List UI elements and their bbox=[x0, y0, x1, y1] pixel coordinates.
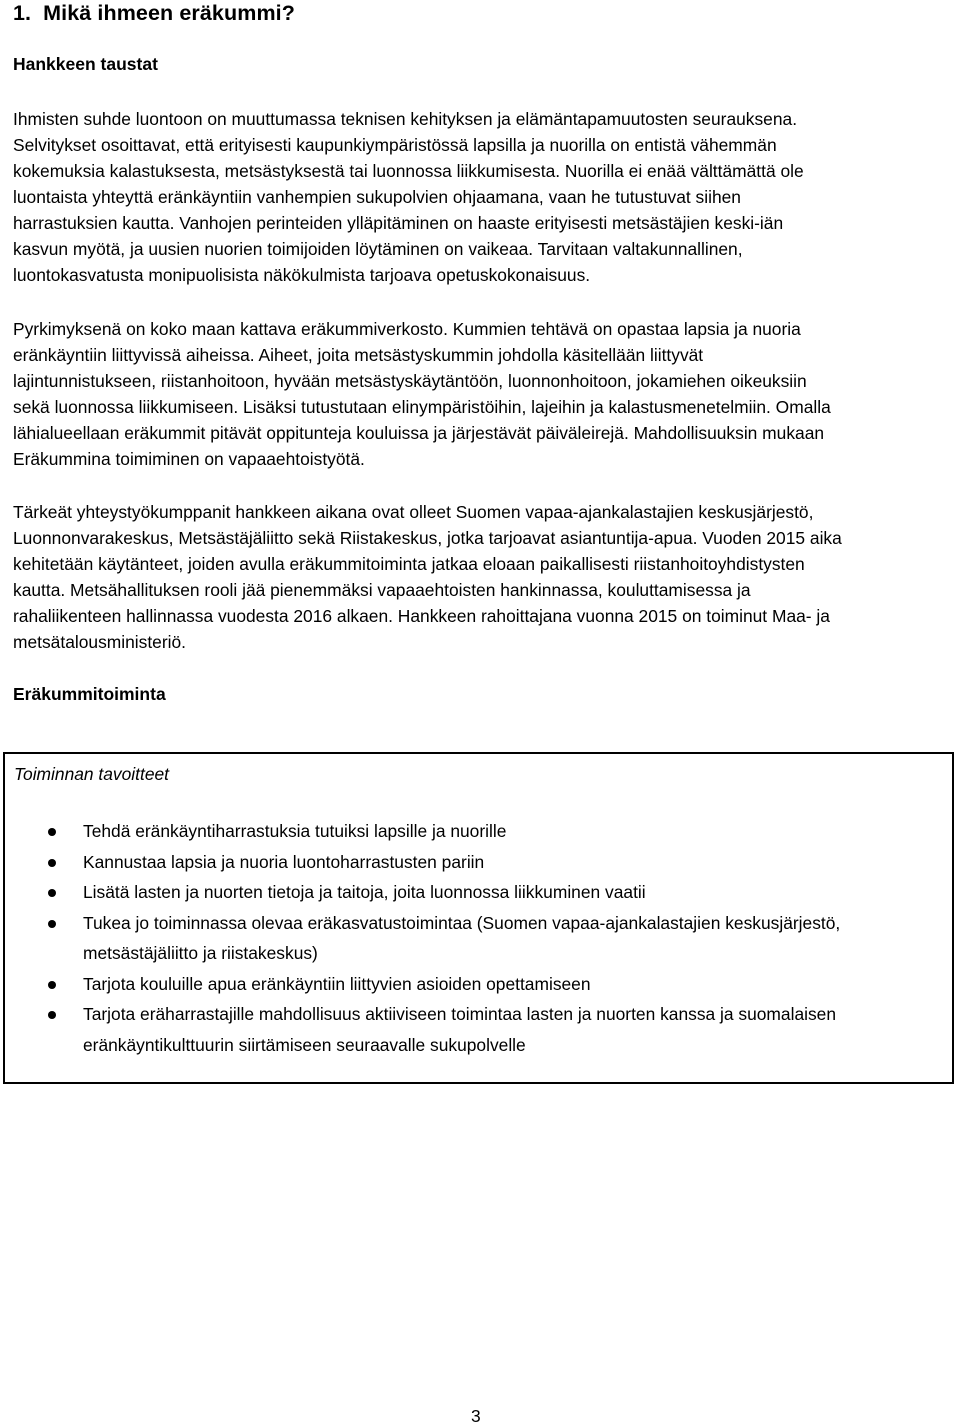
section-title-background: Hankkeen taustat bbox=[13, 54, 158, 74]
paragraph-line: Pyrkimyksenä on koko maan kattava eräkummiverkosto. Kummien tehtävä on opastaa lapsia ja nuoria bbox=[13, 319, 801, 339]
list-item bbox=[5, 908, 952, 969]
paragraph-line: eränkäyntiin liittyvissä aiheissa. Aiheet, joita metsästyskummin johdolla käsitellään liittyvät bbox=[13, 345, 704, 365]
paragraph-line: harrastuksien kautta. Vanhojen perinteiden ylläpitäminen on haaste erityisesti metsästäjien keski-iän bbox=[13, 213, 784, 233]
bullet-icon bbox=[48, 1011, 56, 1019]
paragraph-line: rahaliikenteen hallinnassa vuodesta 2016 alkaen. Hankkeen rahoittajana vuonna 2015 on toiminut Maa- ja bbox=[13, 606, 830, 626]
list-item-text: Kannustaa lapsia ja nuoria luontoharrastusten pariin bbox=[83, 851, 485, 872]
chapter-title: Mikä ihmeen eräkummi? bbox=[43, 1, 295, 25]
bullet-icon bbox=[48, 889, 56, 897]
paragraph-line: sekä luonnossa liikkumiseen. Lisäksi tutustutaan elinympäristöihin, lajeihin ja kalastusmenetelmiin. Omalla bbox=[13, 397, 831, 417]
list-item bbox=[5, 877, 952, 908]
paragraph-line: metsätalousministeriö. bbox=[13, 632, 187, 652]
list-item-text: metsästäjäliitto ja riistakeskus) bbox=[83, 943, 318, 963]
bullet-icon bbox=[48, 981, 56, 989]
list-item-text: Lisätä lasten ja nuorten tietoja ja taitoja, joita luonnossa liikkuminen vaatii bbox=[83, 882, 646, 902]
list-item-text: Tukea jo toiminnassa olevaa eräkasvatustoimintaa (Suomen vapaa-ajankalastajien keskusjärjestö, bbox=[83, 912, 841, 933]
list-item bbox=[5, 969, 952, 1000]
objectives-box bbox=[3, 752, 954, 1084]
list-item bbox=[5, 816, 952, 847]
objectives-title: Toiminnan tavoitteet bbox=[14, 764, 170, 784]
page-number: 3 bbox=[471, 1406, 481, 1426]
bullet-icon bbox=[48, 859, 56, 867]
paragraph-line: Ihmisten suhde luontoon on muuttumassa teknisen kehityksen ja elämäntapamuutosten seurauksena. bbox=[13, 109, 798, 129]
paragraph-line: Tärkeät yhteystyökumppanit hankkeen aikana ovat olleet Suomen vapaa-ajankalastajien keskusjärjestö, bbox=[13, 502, 814, 522]
bullet-icon bbox=[48, 920, 56, 928]
paragraph-line: Luonnonvarakeskus, Metsästäjäliitto sekä Riistakeskus, jotka tarjoavat asiantuntija-apua. Vuoden 2015 aika bbox=[13, 528, 842, 548]
paragraph-line: luontokasvatusta monipuolisista näkökulmista tarjoava opetuskokonaisuus. bbox=[13, 265, 591, 285]
list-item bbox=[5, 847, 952, 878]
paragraph-line: luontaista yhteyttä eränkäyntiin vanhempien sukupolvien ohjaamana, vaan he tutustuvat siihen bbox=[13, 187, 741, 207]
paragraph-line: Eräkummina toimiminen on vapaaehtoistyötä. bbox=[13, 449, 365, 469]
paragraph-line: Selvitykset osoittavat, että erityisesti kaupunkiympäristössä lapsilla ja nuorilla on entistä vähemmän bbox=[13, 135, 777, 155]
paragraph-line: kokemuksia kalastuksesta, metsästyksestä tai luonnossa liikkumisesta. Nuorilla ei enää välttämättä ole bbox=[13, 161, 804, 181]
list-item-text: eränkäyntikulttuurin siirtämiseen seuraavalle sukupolvelle bbox=[83, 1034, 526, 1055]
paragraph-3 bbox=[13, 499, 948, 655]
list-item-text: Tarjota eräharrastajille mahdollisuus aktiiviseen toimintaa lasten ja nuorten kanssa ja suomalaisen bbox=[83, 1004, 837, 1024]
section-title-activity: Eräkummitoiminta bbox=[13, 684, 166, 704]
list-item-text: Tehdä eränkäyntiharrastuksia tutuiksi lapsille ja nuorille bbox=[83, 821, 507, 841]
paragraph-2 bbox=[13, 316, 948, 472]
list-item-text: Tarjota kouluille apua eränkäyntiin liittyvien asioiden opettamiseen bbox=[83, 973, 591, 994]
bullet-icon bbox=[48, 828, 56, 836]
paragraph-line: lähialueellaan eräkummit pitävät oppitunteja kouluissa ja järjestävät päiväleirejä. Mahdollisuuksin mukaan bbox=[13, 423, 825, 443]
paragraph-line: kasvun myötä, ja uusien nuorien toimijoiden löytäminen on vaikeaa. Tarvitaan valtakunnallinen, bbox=[13, 239, 743, 259]
list-item bbox=[5, 999, 952, 1060]
paragraph-line: kautta. Metsähallituksen rooli jää pienemmäksi vapaaehtoisten hankinnassa, kouluttamisessa ja bbox=[13, 580, 751, 600]
paragraph-line: kehitetään käytänteet, joiden avulla eräkummitoiminta jatkaa eloaan paikallisesti riistanhoitoyhdistysten bbox=[13, 554, 805, 574]
chapter-number: 1. bbox=[13, 1, 32, 25]
paragraph-1 bbox=[13, 106, 948, 288]
chapter-heading bbox=[13, 0, 295, 26]
objectives-list bbox=[5, 816, 952, 1060]
paragraph-line: lajintunnistukseen, riistanhoitoon, hyvään metsästyskäytäntöön, luonnonhoitoon, jokamiehen oikeuksiin bbox=[13, 371, 807, 391]
